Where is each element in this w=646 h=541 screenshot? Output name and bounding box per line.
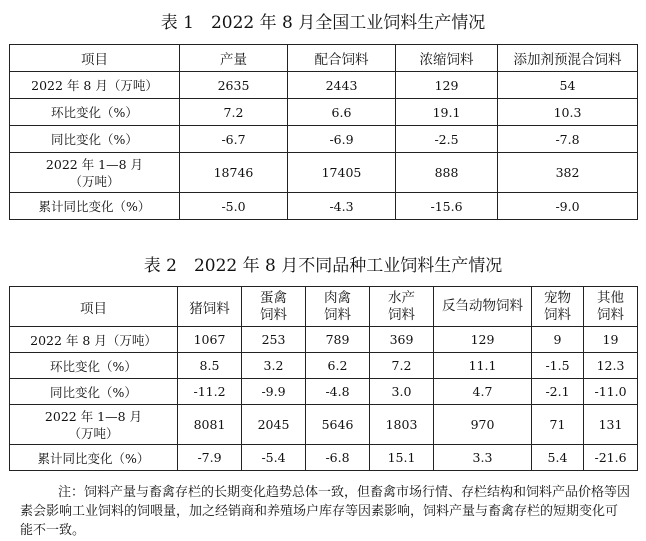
table-row <box>10 193 638 220</box>
table-cell: -2.1 <box>532 379 584 405</box>
row-label: 环比变化（%） <box>10 353 178 379</box>
table2-header-cell: 猪饲料 <box>178 287 242 327</box>
table-cell: -4.3 <box>288 193 396 220</box>
table2-header-cell: 水产饲料 <box>370 287 434 327</box>
table-cell: 17405 <box>288 153 396 193</box>
table1 <box>9 44 638 220</box>
table-cell: -6.8 <box>306 445 370 471</box>
table-cell: 6.2 <box>306 353 370 379</box>
table-cell: 3.0 <box>370 379 434 405</box>
row-label: 同比变化（%） <box>10 379 178 405</box>
table-row <box>10 99 638 126</box>
table-cell: 129 <box>396 72 498 99</box>
table-cell: 253 <box>242 327 306 353</box>
table2-header-cell: 项目 <box>10 287 178 327</box>
table-cell: -5.0 <box>180 193 288 220</box>
table-cell: 19 <box>584 327 638 353</box>
table-cell: 129 <box>434 327 532 353</box>
row-label: 2022 年 8 月（万吨） <box>10 72 180 99</box>
table1-header-cell: 产量 <box>180 45 288 72</box>
table-cell: 10.3 <box>498 99 638 126</box>
table-cell: -1.5 <box>532 353 584 379</box>
table1-header-cell: 添加剂预混合饲料 <box>498 45 638 72</box>
table1-header-row <box>10 45 638 72</box>
table2-header-cell: 反刍动物饲料 <box>434 287 532 327</box>
table2-header-row <box>10 287 638 327</box>
table-cell: -7.8 <box>498 126 638 153</box>
table-cell: 4.7 <box>434 379 532 405</box>
table-cell: -9.9 <box>242 379 306 405</box>
footnote: 注：饲料产量与畜禽存栏的长期变化趋势总体一致，但畜禽市场行情、存栏结构和饲料产品价格等因素会影响工业饲料的饲喂量，加之经销商和养殖场户库存等因素影响，饲料产量与畜禽存栏的短期变化可能不一致。 <box>20 485 631 538</box>
table-cell: 3.3 <box>434 445 532 471</box>
table-cell: 8.5 <box>178 353 242 379</box>
row-label: 同比变化（%） <box>10 126 180 153</box>
table-cell: 8081 <box>178 405 242 445</box>
table-cell: -4.8 <box>306 379 370 405</box>
table-row <box>10 327 638 353</box>
table-cell: 1803 <box>370 405 434 445</box>
table-cell: -2.5 <box>396 126 498 153</box>
table-cell: 369 <box>370 327 434 353</box>
table-cell: -15.6 <box>396 193 498 220</box>
table-cell: 7.2 <box>370 353 434 379</box>
table-cell: 789 <box>306 327 370 353</box>
table-cell: 3.2 <box>242 353 306 379</box>
table-cell: 71 <box>532 405 584 445</box>
table-row <box>10 353 638 379</box>
table-cell: 970 <box>434 405 532 445</box>
table-cell: 12.3 <box>584 353 638 379</box>
table-cell: 54 <box>498 72 638 99</box>
table-cell: -21.6 <box>584 445 638 471</box>
table-cell: 5646 <box>306 405 370 445</box>
table2-header-cell: 蛋禽饲料 <box>242 287 306 327</box>
table2-caption: 表 2 2022 年 8 月不同品种工业饲料生产情况 <box>143 256 503 276</box>
table2-header-cell: 宠物饲料 <box>532 287 584 327</box>
table-cell: 2045 <box>242 405 306 445</box>
row-label: 环比变化（%） <box>10 99 180 126</box>
table-cell: 382 <box>498 153 638 193</box>
table-row <box>10 379 638 405</box>
table-cell: -11.0 <box>584 379 638 405</box>
table-cell: 5.4 <box>532 445 584 471</box>
row-label: 2022 年 8 月（万吨） <box>10 327 178 353</box>
table1-header-cell: 浓缩饲料 <box>396 45 498 72</box>
table-row <box>10 153 638 193</box>
table-cell: -11.2 <box>178 379 242 405</box>
table-cell: 19.1 <box>396 99 498 126</box>
table-cell: 9 <box>532 327 584 353</box>
table1-caption: 表 1 2022 年 8 月全国工业饲料生产情况 <box>160 13 486 33</box>
table-row <box>10 126 638 153</box>
table-cell: 15.1 <box>370 445 434 471</box>
table-cell: -5.4 <box>242 445 306 471</box>
row-label: 2022 年 1—8 月（万吨） <box>10 153 180 193</box>
table1-header-cell: 项目 <box>10 45 180 72</box>
table-cell: 6.6 <box>288 99 396 126</box>
table-cell: -9.0 <box>498 193 638 220</box>
table-cell: 2635 <box>180 72 288 99</box>
table1-header-cell: 配合饲料 <box>288 45 396 72</box>
table-cell: 888 <box>396 153 498 193</box>
table-cell: -6.7 <box>180 126 288 153</box>
table-row <box>10 405 638 445</box>
row-label: 2022 年 1—8 月（万吨） <box>10 405 178 445</box>
table2-header-cell: 其他饲料 <box>584 287 638 327</box>
table-cell: 131 <box>584 405 638 445</box>
table2-header-cell: 肉禽饲料 <box>306 287 370 327</box>
table-cell: -6.9 <box>288 126 396 153</box>
row-label: 累计同比变化（%） <box>10 445 178 471</box>
table-cell: 11.1 <box>434 353 532 379</box>
table-cell: 2443 <box>288 72 396 99</box>
table-row <box>10 72 638 99</box>
table-cell: 7.2 <box>180 99 288 126</box>
table-cell: 1067 <box>178 327 242 353</box>
table-cell: 18746 <box>180 153 288 193</box>
row-label: 累计同比变化（%） <box>10 193 180 220</box>
table2 <box>9 286 638 471</box>
table-cell: -7.9 <box>178 445 242 471</box>
table-row <box>10 445 638 471</box>
